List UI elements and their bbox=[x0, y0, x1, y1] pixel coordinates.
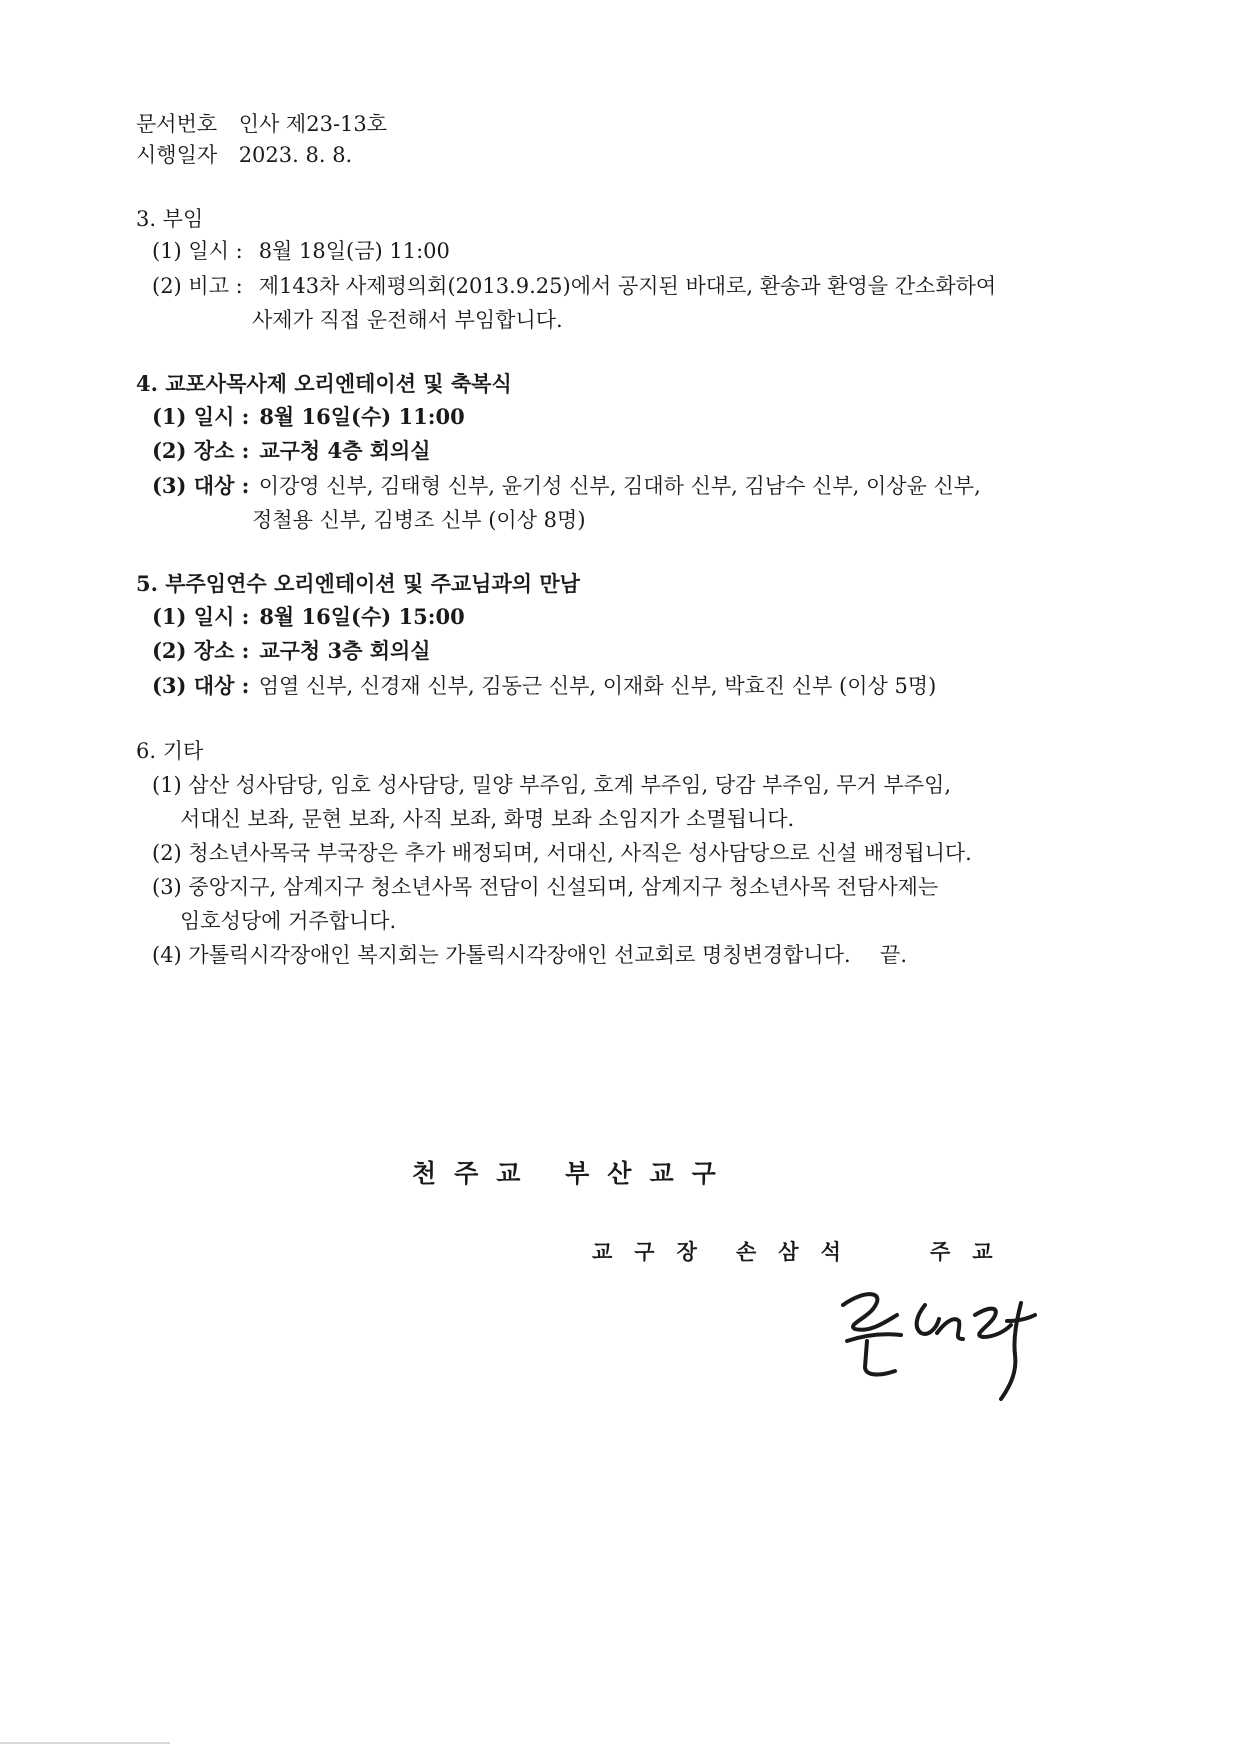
item-label: (2) 비고 : bbox=[152, 274, 243, 298]
section-5-item-3 bbox=[152, 672, 936, 700]
section-6-item-3: (3) 중앙지구, 삼계지구 청소년사목 전담이 신설되며, 삼계지구 청소년사목 전담사제는 bbox=[152, 875, 939, 899]
section-6-item-1: (1) 삼산 성사담당, 임호 성사담당, 밀양 부주임, 호계 부주임, 당감 부주임, 무거 부주임, bbox=[152, 773, 952, 797]
item-label: (1) 일시 : bbox=[152, 604, 250, 629]
item-label: (3) 대상 : bbox=[152, 473, 250, 498]
item-label: (1) 일시 : bbox=[152, 404, 250, 429]
doc-number-row bbox=[136, 110, 387, 138]
item-value: 교구청 3층 회의실 bbox=[259, 638, 431, 663]
doc-number-label: 문서번호 bbox=[136, 112, 218, 136]
doc-number-value: 인사 제23-13호 bbox=[238, 112, 388, 136]
signature bbox=[825, 1275, 1065, 1415]
section-3-item-1 bbox=[152, 237, 450, 265]
section-3-item-2-continued: 사제가 직접 운전해서 부임합니다. bbox=[252, 308, 563, 332]
section-4-item-1 bbox=[152, 403, 465, 431]
end-mark: 끝. bbox=[880, 943, 908, 967]
section-5-item-1 bbox=[152, 603, 465, 631]
section-4-item-3-continued: 정철용 신부, 김병조 신부 (이상 8명) bbox=[252, 508, 586, 532]
item-label: (2) 장소 : bbox=[152, 438, 250, 463]
item-label: (3) 대상 : bbox=[152, 673, 250, 698]
date-label: 시행일자 bbox=[136, 143, 218, 167]
item-value: 엄열 신부, 신경재 신부, 김동근 신부, 이재화 신부, 박효진 신부 (이상 5명) bbox=[258, 674, 937, 698]
section-3-item-2 bbox=[152, 272, 996, 300]
section-6-item-1-continued: 서대신 보좌, 문현 보좌, 사직 보좌, 화명 보좌 소임지가 소멸됩니다. bbox=[180, 807, 795, 831]
bishop-name: 손삼석 bbox=[736, 1239, 863, 1264]
item-value: 8월 18일(금) 11:00 bbox=[258, 239, 450, 263]
section-5-title: 5. 부주임연수 오리엔테이션 및 주교님과의 만남 bbox=[136, 571, 580, 596]
section-5-item-2 bbox=[152, 637, 431, 665]
item-text: (4) 가톨릭시각장애인 복지회는 가톨릭시각장애인 선교회로 명칭변경합니다. bbox=[152, 943, 851, 967]
section-3-title: 3. 부임 bbox=[136, 207, 204, 231]
date-value: 2023. 8. 8. bbox=[238, 143, 353, 167]
item-label: (2) 장소 : bbox=[152, 638, 250, 663]
item-value: 8월 16일(수) 15:00 bbox=[259, 604, 465, 629]
item-value: 8월 16일(수) 11:00 bbox=[259, 404, 465, 429]
item-value: 이강영 신부, 김태형 신부, 윤기성 신부, 김대하 신부, 김남수 신부, 이상윤 신부, bbox=[258, 474, 981, 498]
section-6-item-4 bbox=[152, 941, 907, 969]
item-label: (1) 일시 : bbox=[152, 239, 243, 263]
bishop-rank: 주교 bbox=[930, 1239, 1015, 1264]
section-6-title: 6. 기타 bbox=[136, 739, 204, 763]
section-6-item-2: (2) 청소년사목국 부국장은 추가 배정되며, 서대신, 사직은 성사담당으로 신설 배정됩니다. bbox=[152, 841, 972, 865]
section-4-item-3 bbox=[152, 472, 981, 500]
organization-name: 천주교 부산교구 bbox=[412, 1159, 734, 1188]
section-6-item-3-continued: 임호성당에 거주합니다. bbox=[180, 909, 397, 933]
bishop-title: 교구장 bbox=[592, 1239, 719, 1264]
scan-edge-line bbox=[0, 1742, 170, 1744]
item-value: 제143차 사제평의회(2013.9.25)에서 공지된 바대로, 환송과 환영을 간소화하여 bbox=[258, 274, 997, 298]
section-4-title: 4. 교포사목사제 오리엔테이션 및 축복식 bbox=[136, 371, 512, 396]
section-4-item-2 bbox=[152, 437, 431, 465]
item-value: 교구청 4층 회의실 bbox=[259, 438, 431, 463]
date-row bbox=[136, 141, 352, 169]
